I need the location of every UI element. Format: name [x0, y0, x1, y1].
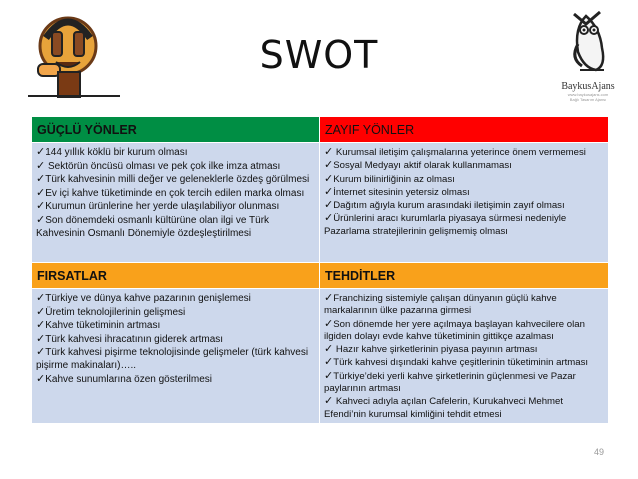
threats-header: TEHDİTLER	[320, 263, 609, 289]
list-item: ✓Son dönemde her yere açılmaya başlayan kahvecilere olan ilgiden dolayı evde kahve tüketiminin gittikçe azalması	[324, 316, 585, 342]
weaknesses-list	[320, 143, 608, 240]
list-item: ✓Kahve sunumlarına özen gösterilmesi	[36, 371, 212, 385]
strengths-header: GÜÇLÜ YÖNLER	[32, 117, 320, 143]
baykusajans-logo	[548, 8, 628, 104]
opportunities-cell	[32, 289, 320, 424]
check-icon: ✓	[324, 316, 334, 330]
check-icon: ✓	[324, 171, 334, 185]
list-item: ✓Ürünlerini aracı kurumlarla piyasaya sürmesi nedeniyle Pazarlama stratejilerinin gelişmemiş olması	[324, 211, 567, 237]
list-item: ✓Türkiye ve dünya kahve pazarının genişlemesi	[36, 291, 251, 304]
list-item: ✓Kahve tüketiminin artması	[36, 318, 161, 332]
brand-tagline-1: www.baykusajans.com	[567, 92, 609, 97]
check-icon: ✓	[36, 345, 46, 359]
check-icon: ✓	[36, 331, 46, 345]
opportunities-list	[32, 289, 319, 388]
strengths-list	[32, 143, 319, 242]
check-icon: ✓	[36, 371, 46, 385]
check-icon: ✓	[324, 184, 334, 198]
logo-underline	[28, 95, 120, 97]
list-item: ✓İnternet sitesinin yetersiz olması	[324, 184, 470, 198]
slide-title: SWOT	[259, 33, 379, 77]
swot-table	[31, 116, 609, 424]
list-item: ✓Türk kahvesi pişirme teknolojisinde gelişmeler (türk kahvesi pişirme makinaları)…..	[36, 345, 309, 371]
check-icon: ✓	[36, 212, 46, 226]
check-icon: ✓	[324, 211, 334, 225]
check-icon: ✓	[36, 145, 46, 158]
weaknesses-header: ZAYIF YÖNLER	[320, 117, 609, 143]
list-item: ✓Dağıtım ağıyla kurum arasındaki iletişimin zayıf olması	[324, 198, 565, 212]
list-item: ✓Kurumun ürünlerine her yerde ulaşılabiliyor olunması	[36, 199, 280, 213]
brand-tagline-2: Bağlı Tasarım Ajansı	[569, 97, 607, 102]
list-item: ✓Türk kahvesi dışındaki kahve çeşitlerinin tüketiminin artması	[324, 355, 589, 369]
list-item: ✓Türkiye’deki yerli kahve şirketlerinin güçlenmesi ve Pazar paylarının artması	[324, 368, 576, 395]
brand-name: BaykusAjans	[561, 81, 615, 92]
check-icon: ✓	[36, 304, 46, 318]
check-icon: ✓	[36, 172, 46, 186]
list-item: ✓Franchizing sistemiyle çalışan dünyanın güçlü kahve markalarının ülke pazarına girmesi	[324, 291, 557, 317]
page-number: 49	[593, 447, 604, 457]
list-item: ✓Türk kahvesinin milli değer ve geleneklerle özdeş görülmesi	[36, 172, 310, 186]
threats-list	[320, 289, 608, 423]
weaknesses-cell	[320, 143, 609, 263]
check-icon: ✓	[324, 198, 334, 212]
check-icon: ✓	[324, 355, 334, 369]
strengths-cell	[32, 143, 320, 263]
check-icon: ✓	[36, 318, 46, 332]
list-item: ✓Sosyal Medyayı aktif olarak kullanmaması	[324, 158, 512, 172]
list-item: ✓144 yıllık köklü bir kurum olması	[36, 145, 188, 158]
list-item: ✓Kurum bilinirliğinin az olması	[324, 171, 455, 185]
check-icon: ✓	[324, 368, 334, 382]
list-item: ✓ Kahveci adıyla açılan Cafelerin, Kurukahveci Mehmet Efendi’nin kurumsal kimliğini tehdit etmesi	[324, 394, 564, 420]
check-icon: ✓	[36, 291, 46, 304]
list-item: ✓Son dönemdeki osmanlı kültürüne olan ilgi ve Türk Kahvesinin Osmanlı Dönemiyle özdeşleştirilmesi	[36, 212, 270, 239]
check-icon: ✓	[324, 394, 334, 408]
list-item: ✓ Kurumsal iletişim çalışmalarına yeterince önem vermemesi	[324, 145, 586, 158]
list-item: ✓ Sektörün öncüsü olması ve pek çok ilke imza atması	[36, 158, 281, 172]
check-icon: ✓	[324, 291, 334, 304]
check-icon: ✓	[324, 145, 334, 158]
threats-cell	[320, 289, 609, 424]
check-icon: ✓	[324, 342, 334, 356]
opportunities-header: FIRSATLAR	[32, 263, 320, 289]
owl-icon	[556, 8, 620, 74]
check-icon: ✓	[324, 158, 334, 172]
list-item: ✓Türk kahvesi ihracatının giderek artması	[36, 331, 224, 345]
check-icon: ✓	[36, 158, 46, 172]
check-icon: ✓	[36, 185, 46, 199]
check-icon: ✓	[36, 199, 46, 213]
list-item: ✓Ev içi kahve tüketiminde en çok tercih edilen marka olması	[36, 185, 305, 199]
list-item: ✓ Hazır kahve şirketlerinin piyasa payının artması	[324, 342, 538, 356]
list-item: ✓Üretim teknolojilerinin gelişmesi	[36, 304, 186, 318]
